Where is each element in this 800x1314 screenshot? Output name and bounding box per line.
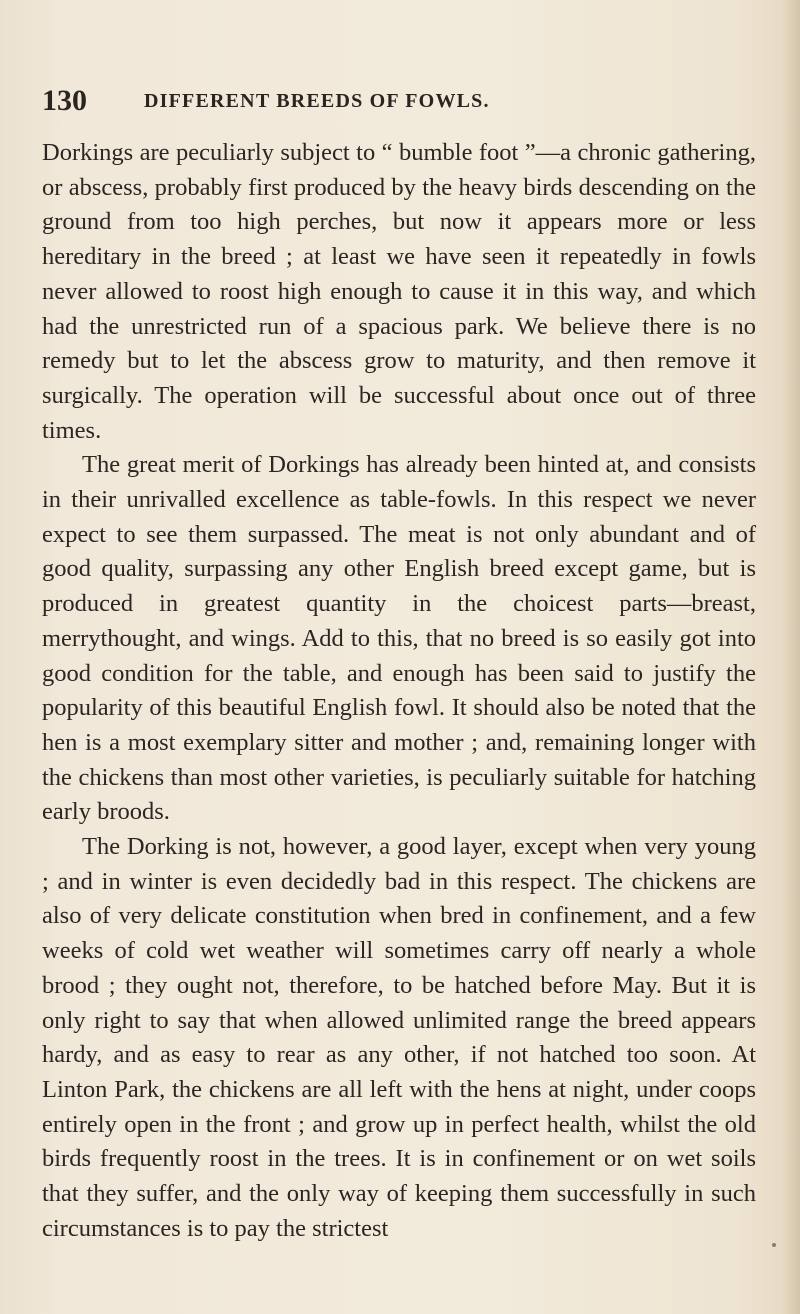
page-header (42, 84, 742, 124)
page-number: 130 (42, 84, 87, 117)
paragraph-3: The Dorking is not, however, a good layer, except when very young ; and in winter is even decidedly bad in this respect. The chickens are also of very delicate constitution when bred in confinement, and a few weeks of cold wet weather will sometimes carry off nearly a whole brood ; they ought not, therefore, to be hatched before May. But it is only right to say that when allowed unlimited range the breed appears hardy, and as easy to rear as any other, if not hatched too soon. At Linton Park, the chickens are all left with the hens at night, under coops entirely open in the front ; and grow up in perfect health, whilst the old birds frequently roost in the trees. It is in confinement or on wet soils that they suffer, and the only way of keeping them successfully in such circumstances is to pay the strictest (42, 833, 756, 1242)
running-head: DIFFERENT BREEDS OF FOWLS. (144, 90, 490, 112)
paragraph-1: Dorkings are peculiarly subject to “ bumble foot ”—a chronic gathering, or abscess, probably first produced by the heavy birds descending on the ground from too high perches, but now it appears more or less hereditary in the breed ; at least we have seen it repeatedly in fowls never allowed to roost high enough to cause it in this way, and which had the unrestricted run of a spacious park. We believe there is no remedy but to let the abscess grow to maturity, and then remove it surgically. The operation will be successful about once out of three times. (42, 139, 756, 444)
body-text (42, 136, 756, 1247)
paper-speck (772, 1243, 776, 1247)
paragraph-2: The great merit of Dorkings has already been hinted at, and consists in their unrivalled excellence as table-fowls. In this respect we never expect to see them surpassed. The meat is not only abundant and of good quality, surpassing any other English breed except game, but is produced in greatest quantity in the choicest parts—breast, merrythought, and wings. Add to this, that no breed is so easily got into good condition for the table, and enough has been said to justify the popularity of this beautiful English fowl. It should also be noted that the hen is a most exemplary sitter and mother ; and, remaining longer with the chickens than most other varieties, is peculiarly suitable for hatching early broods. (42, 451, 756, 826)
page-edge-shadow (782, 0, 800, 1314)
